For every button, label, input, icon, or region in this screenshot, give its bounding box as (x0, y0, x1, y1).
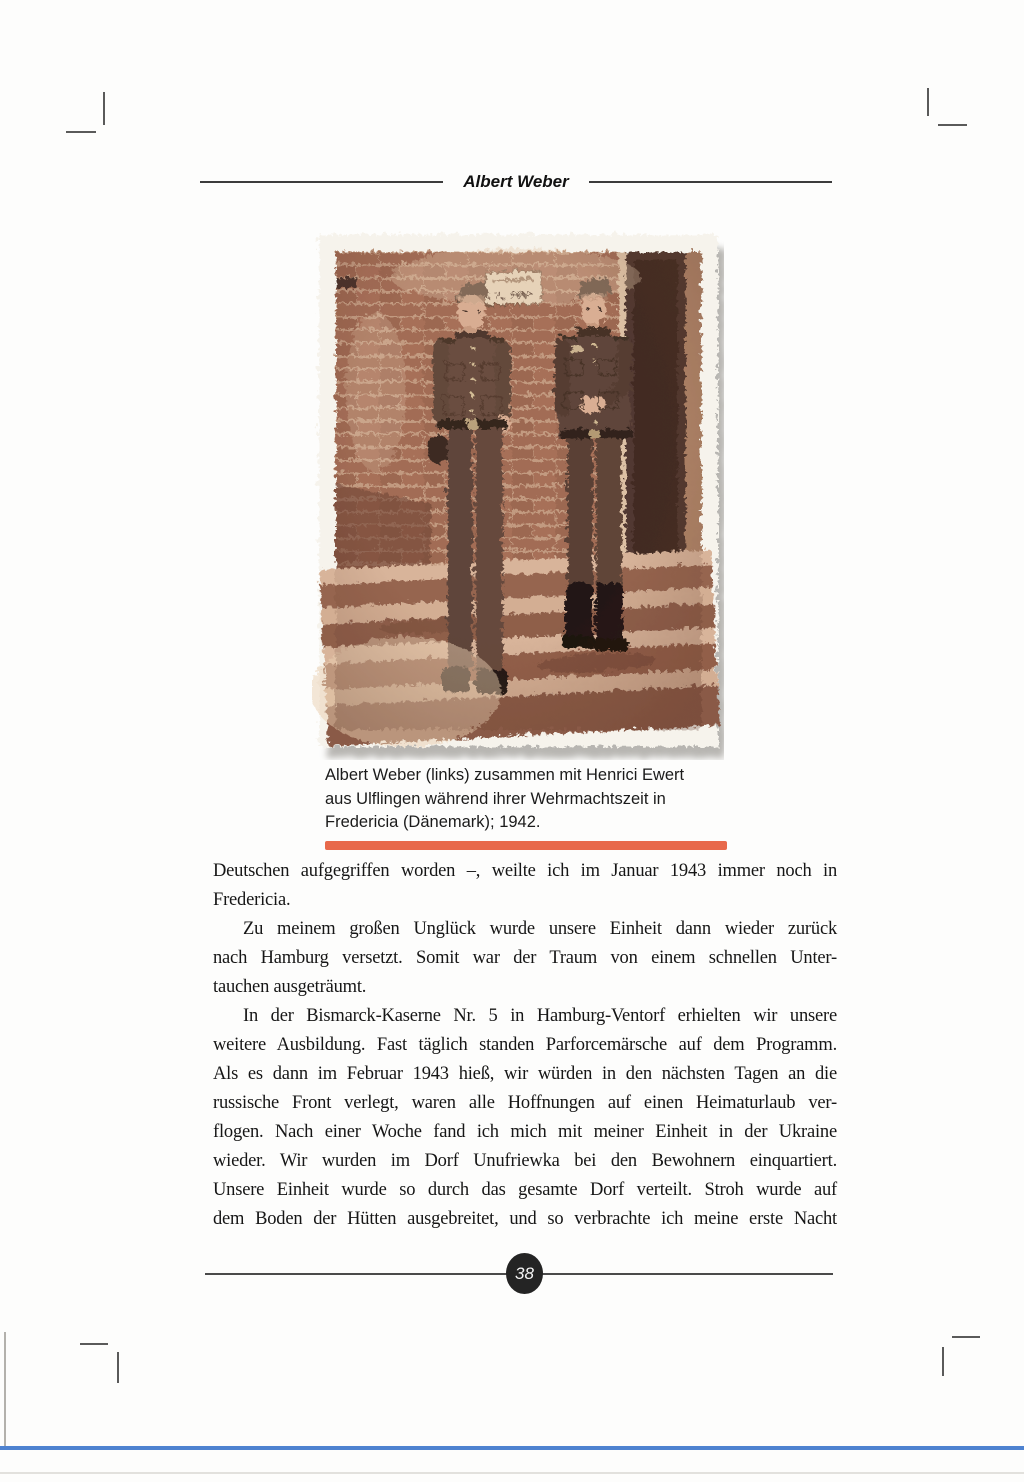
text-line: Deutschen aufgegriffen worden –, weilte ich im Januar 1943 immer noch in (213, 861, 837, 881)
text-line: Unsere Einheit wurde so durch das gesamte Dorf verteilt. Stroh wurde auf (213, 1180, 837, 1200)
page-bottom-edge (0, 1472, 1024, 1474)
text-line: Fredericia (Dänemark); 1942. (325, 813, 541, 831)
text-line: Als es dann im Februar 1943 hieß, wir würden in den nächsten Tagen an die (213, 1064, 837, 1084)
page-title: Albert Weber (463, 172, 569, 191)
page-footer (205, 1252, 833, 1296)
paragraph (213, 857, 837, 915)
header-rule-right (589, 181, 832, 183)
accent-bar (325, 841, 727, 850)
crop-mark-bottom-right-v (942, 1347, 944, 1376)
crop-mark-top-right-h (938, 124, 967, 126)
text-line: nach Hamburg versetzt. Somit war der Traum von einem schnellen Unter- (213, 948, 837, 968)
paragraph (213, 1002, 837, 1234)
crop-mark-top-left-v (103, 92, 105, 125)
text-line: russische Front verlegt, waren alle Hoffnungen auf einen Heimaturlaub ver- (213, 1093, 837, 1113)
text-line: In der Bismarck-Kaserne Nr. 5 in Hamburg-Ventorf erhielten wir unsere (243, 1006, 837, 1026)
crop-mark-top-right-v (927, 88, 929, 116)
text-line: aus Ulflingen während ihrer Wehrmachtszeit in (325, 789, 666, 808)
crop-mark-bottom-right-h (952, 1336, 980, 1338)
body-text (213, 857, 837, 1234)
text-line: flogen. Nach einer Woche fand ich mich mit meiner Einheit in der Ukraine (213, 1122, 837, 1142)
photograph (312, 230, 724, 760)
page-number-badge (506, 1253, 543, 1294)
crop-mark-top-left-h (66, 131, 96, 133)
text-line: weitere Ausbildung. Fast täglich standen Parforcemärsche auf dem Programm. (213, 1035, 837, 1055)
paragraph (213, 915, 837, 1002)
text-line: Fredericia. (213, 890, 291, 910)
bottom-blue-rule (0, 1446, 1024, 1450)
crop-mark-bottom-left-h (80, 1343, 108, 1345)
text-line: wieder. Wir wurden im Dorf Unufriewka bei den Bewohnern einquartiert. (213, 1151, 837, 1171)
photo-illustration (312, 230, 724, 760)
photo-image (312, 247, 718, 745)
photo-paper (312, 233, 718, 745)
text-line: Albert Weber (links) zusammen mit Henrici Ewert (325, 766, 685, 784)
crop-mark-bottom-left-v (117, 1352, 119, 1383)
text-line: tauchen ausgeträumt. (213, 977, 367, 997)
text-line: dem Boden der Hütten ausgebreitet, und so verbrachte ich meine erste Nacht (213, 1209, 837, 1229)
scan-edge-line (4, 1332, 6, 1450)
text-line: Zu meinem großen Unglück wurde unsere Einheit dann wieder zurück (243, 919, 837, 939)
photo-caption (325, 764, 735, 835)
page-number: 38 (515, 1263, 534, 1283)
running-header (200, 172, 832, 192)
header-rule-left (200, 181, 443, 183)
